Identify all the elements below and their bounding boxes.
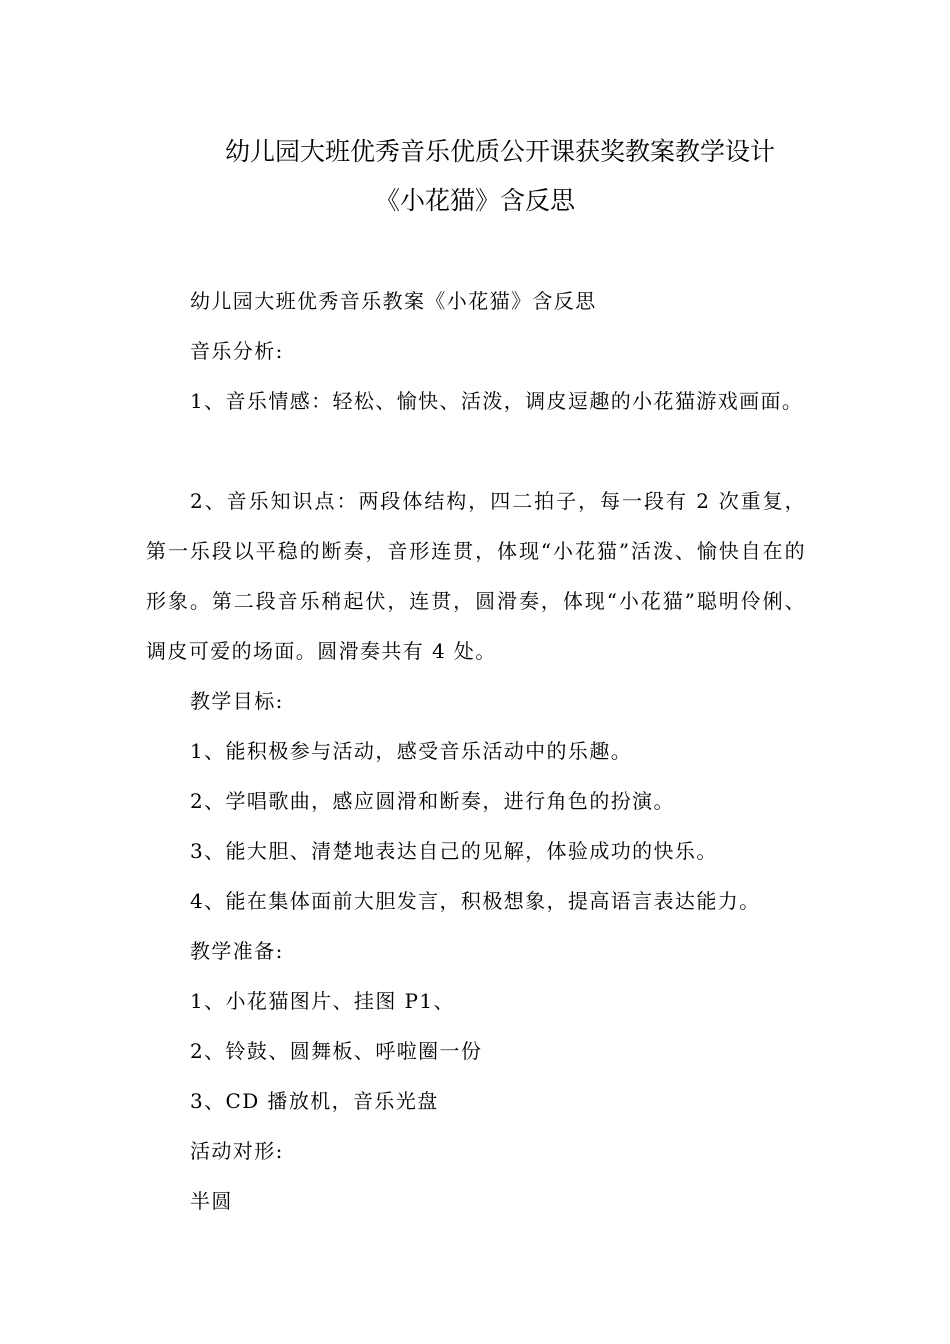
document-subtitle: 幼儿园大班优秀音乐教案《小花猫》含反思 bbox=[190, 289, 597, 313]
list-item-goal-4: 4、能在集体面前大胆发言，积极想象，提高语言表达能力。 bbox=[190, 889, 761, 913]
section-heading-formation: 活动对形: bbox=[190, 1139, 284, 1163]
list-item-goal-3: 3、能大胆、清楚地表达自己的见解，体验成功的快乐。 bbox=[190, 839, 718, 863]
list-item-goal-2: 2、学唱歌曲，感应圆滑和断奏，进行角色的扮演。 bbox=[190, 789, 675, 813]
document-title-line1: 幼儿园大班优秀音乐优质公开课获奖教案教学设计 bbox=[224, 137, 775, 166]
paragraph-formation: 半圆 bbox=[190, 1189, 233, 1213]
paragraph-analysis-1: 1、音乐情感：轻松、愉快、活泼，调皮逗趣的小花猫游戏画面。 bbox=[190, 389, 804, 413]
list-item-prep-2: 2、铃鼓、圆舞板、呼啦圈一份 bbox=[190, 1039, 483, 1063]
list-item-goal-1: 1、能积极参与活动，感受音乐活动中的乐趣。 bbox=[190, 739, 633, 763]
section-heading-goals: 教学目标: bbox=[190, 689, 284, 713]
list-item-prep-1: 1、小花猫图片、挂图 P1、 bbox=[190, 989, 455, 1013]
paragraph-analysis-2: 2、音乐知识点：两段体结构，四二拍子，每一段有 2 次重复，第一乐段以平稳的断奏，音形连贯，体现“小花猫”活泼、愉快自在的形象。第二段音乐稍起伏，连贯，圆滑奏，体现“小花猫”聪明伶俐、调皮可爱的场面。圆滑奏共有 4 处。 bbox=[146, 489, 806, 663]
list-item-prep-3: 3、CD 播放机，音乐光盘 bbox=[190, 1089, 439, 1113]
section-heading-preparation: 教学准备: bbox=[190, 939, 284, 963]
section-heading-music-analysis: 音乐分析: bbox=[190, 339, 284, 363]
document-title-line2: 《小花猫》含反思 bbox=[374, 186, 575, 215]
